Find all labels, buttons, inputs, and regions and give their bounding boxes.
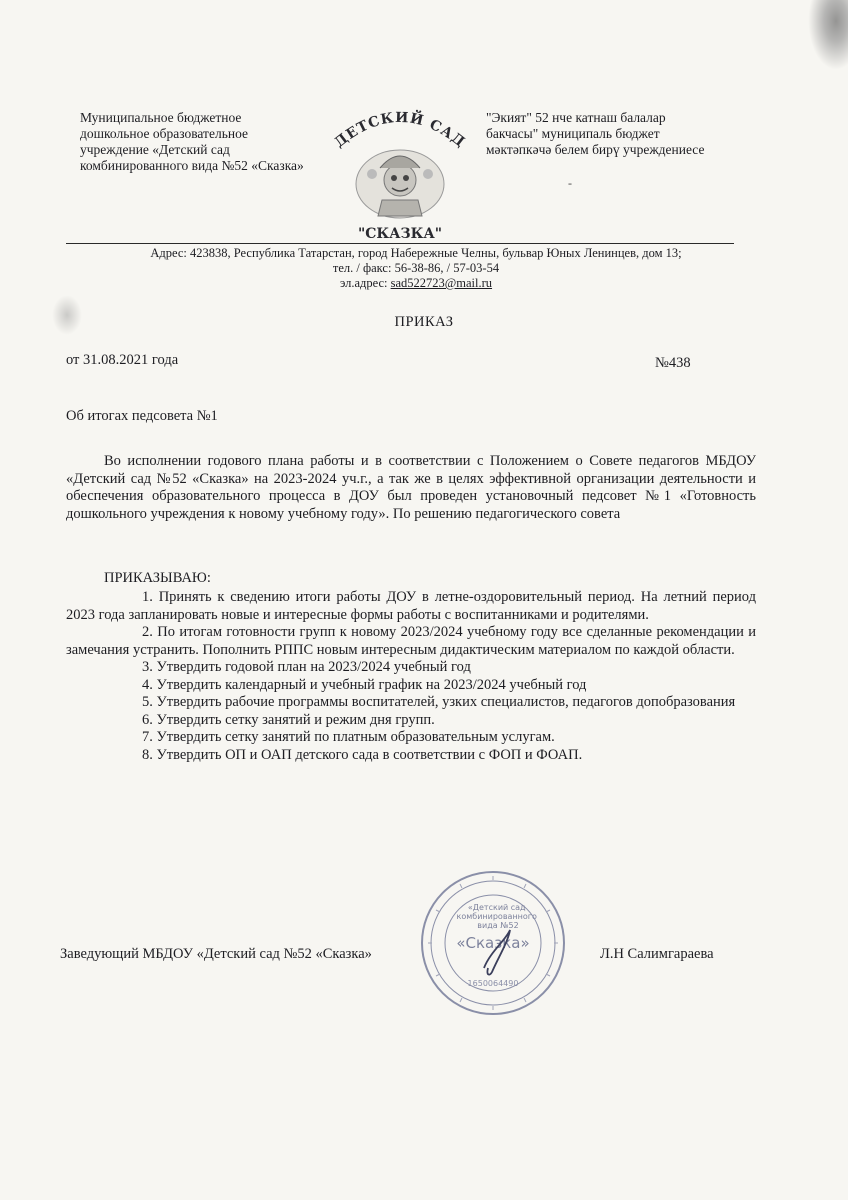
order-text: Утвердить рабочие программы воспитателей, узких специалистов, педагогов допобразования — [156, 694, 736, 710]
header-right-line: бакчасы" муниципаль бюджет — [486, 126, 660, 141]
order-item — [66, 677, 756, 695]
order-number: 4. — [142, 676, 153, 693]
address-block — [66, 246, 766, 291]
order-number: 6. — [142, 711, 153, 728]
order-text: Утвердить ОП и ОАП детского сада в соответствии с ФОП и ФОАП. — [156, 746, 583, 763]
order-text: Утвердить календарный и учебный график на 2023/2024 учебный год — [156, 676, 587, 693]
email-line — [66, 276, 766, 291]
stamp-center-text: «Сказка» — [456, 934, 530, 952]
document-body: Во исполнении годового плана работы и в соответствии с Положением о Совете педагогов МБДОУ «Детский сад №52 «Сказка» на 2023-2024 уч.г., а так же в целях эффективной организации деятельности и обеспечения образовательного процесса в ДОУ был проведен установочный педсовет №1 «Готовность дошкольного учреждения к новому учебному году». По решению педагогического совета — [66, 453, 756, 522]
order-text: По итогам готовности групп к новому 2023/2024 учебному году все сделанные рекомендации и замечания устранить. Пополнить РППС новым интересным дидактическим материалом по каждой области. — [66, 624, 757, 658]
order-item — [66, 712, 756, 730]
document-number: №438 — [655, 355, 691, 371]
stamp-line: комбинированного — [456, 912, 537, 921]
order-item — [66, 589, 756, 624]
logo-bottom-text: "СКАЗКА" — [357, 226, 443, 242]
order-item — [66, 747, 756, 765]
order-item — [66, 729, 756, 747]
header-divider — [66, 243, 734, 244]
header-right-org — [486, 110, 766, 158]
order-number: 8. — [142, 746, 153, 763]
header-left-line: дошкольное образовательное — [80, 126, 248, 141]
stamp-code: 1650064490 — [467, 979, 519, 988]
scan-tick: - — [568, 176, 572, 190]
header-left-line: Муниципальное бюджетное — [80, 110, 242, 125]
order-text: Утвердить сетку занятий по платным образовательным услугам. — [156, 729, 555, 745]
document-subject: Об итогах педсовета №1 — [66, 408, 218, 424]
order-text: Утвердить сетку занятий и режим дня групп. — [156, 711, 435, 728]
address-line: Адрес: 423838, Республика Татарстан, город Набережные Челны, бульвар Юных Ленинцев, дом 13; — [150, 246, 682, 260]
document-title: ПРИКАЗ — [394, 314, 454, 330]
svg-text:«Детский сад комбинирова — [457, 903, 540, 930]
header-left-line: учреждение «Детский сад — [80, 142, 230, 157]
order-number: 2. — [142, 624, 153, 640]
order-item — [66, 694, 756, 712]
order-number: 5. — [142, 694, 153, 710]
kindergarten-logo — [330, 104, 470, 244]
official-stamp — [418, 868, 568, 1018]
email-link[interactable]: sad522723@mail.ru — [390, 276, 493, 290]
email-label: эл.адрес: — [339, 276, 391, 290]
order-item — [66, 659, 756, 677]
orders-heading: ПРИКАЗЫВАЮ: — [104, 570, 211, 586]
document-date: от 31.08.2021 года — [66, 352, 179, 368]
stamp-line: «Детский сад — [467, 903, 526, 912]
signatory-name: Л.Н Салимгараева — [600, 946, 714, 962]
header-left-line: комбинированного вида №52 «Сказка» — [80, 158, 304, 173]
orders-list — [66, 589, 756, 764]
order-number: 3. — [142, 659, 153, 675]
logo-top-text: ДЕТСКИЙ САД — [331, 109, 469, 151]
header-right-line: "Экият" 52 нче катнаш балалар — [486, 110, 666, 125]
header-right-line: мәктәпкәчә белем бирү учреждениесе — [486, 142, 705, 157]
order-text: Утвердить годовой план на 2023/2024 учебный год — [156, 659, 471, 675]
header-left-org — [80, 110, 330, 174]
order-number: 1. — [142, 589, 153, 605]
order-number: 7. — [142, 729, 153, 745]
scan-smudge — [808, 0, 848, 70]
svg-text:ДЕТСКИЙ САД — [332, 108, 468, 151]
signatory-position: Заведующий МБДОУ «Детский сад №52 «Сказка» — [60, 946, 372, 962]
stamp-line: вида №52 — [477, 921, 519, 930]
phone-line: тел. / факс: 56-38-86, / 57-03-54 — [332, 261, 500, 275]
order-item — [66, 624, 756, 659]
order-text: Принять к сведению итоги работы ДОУ в летне-оздоровительный период. На летний период 2023 года запланировать новые и интересные формы работы с воспитанниками и родителями. — [66, 589, 756, 623]
